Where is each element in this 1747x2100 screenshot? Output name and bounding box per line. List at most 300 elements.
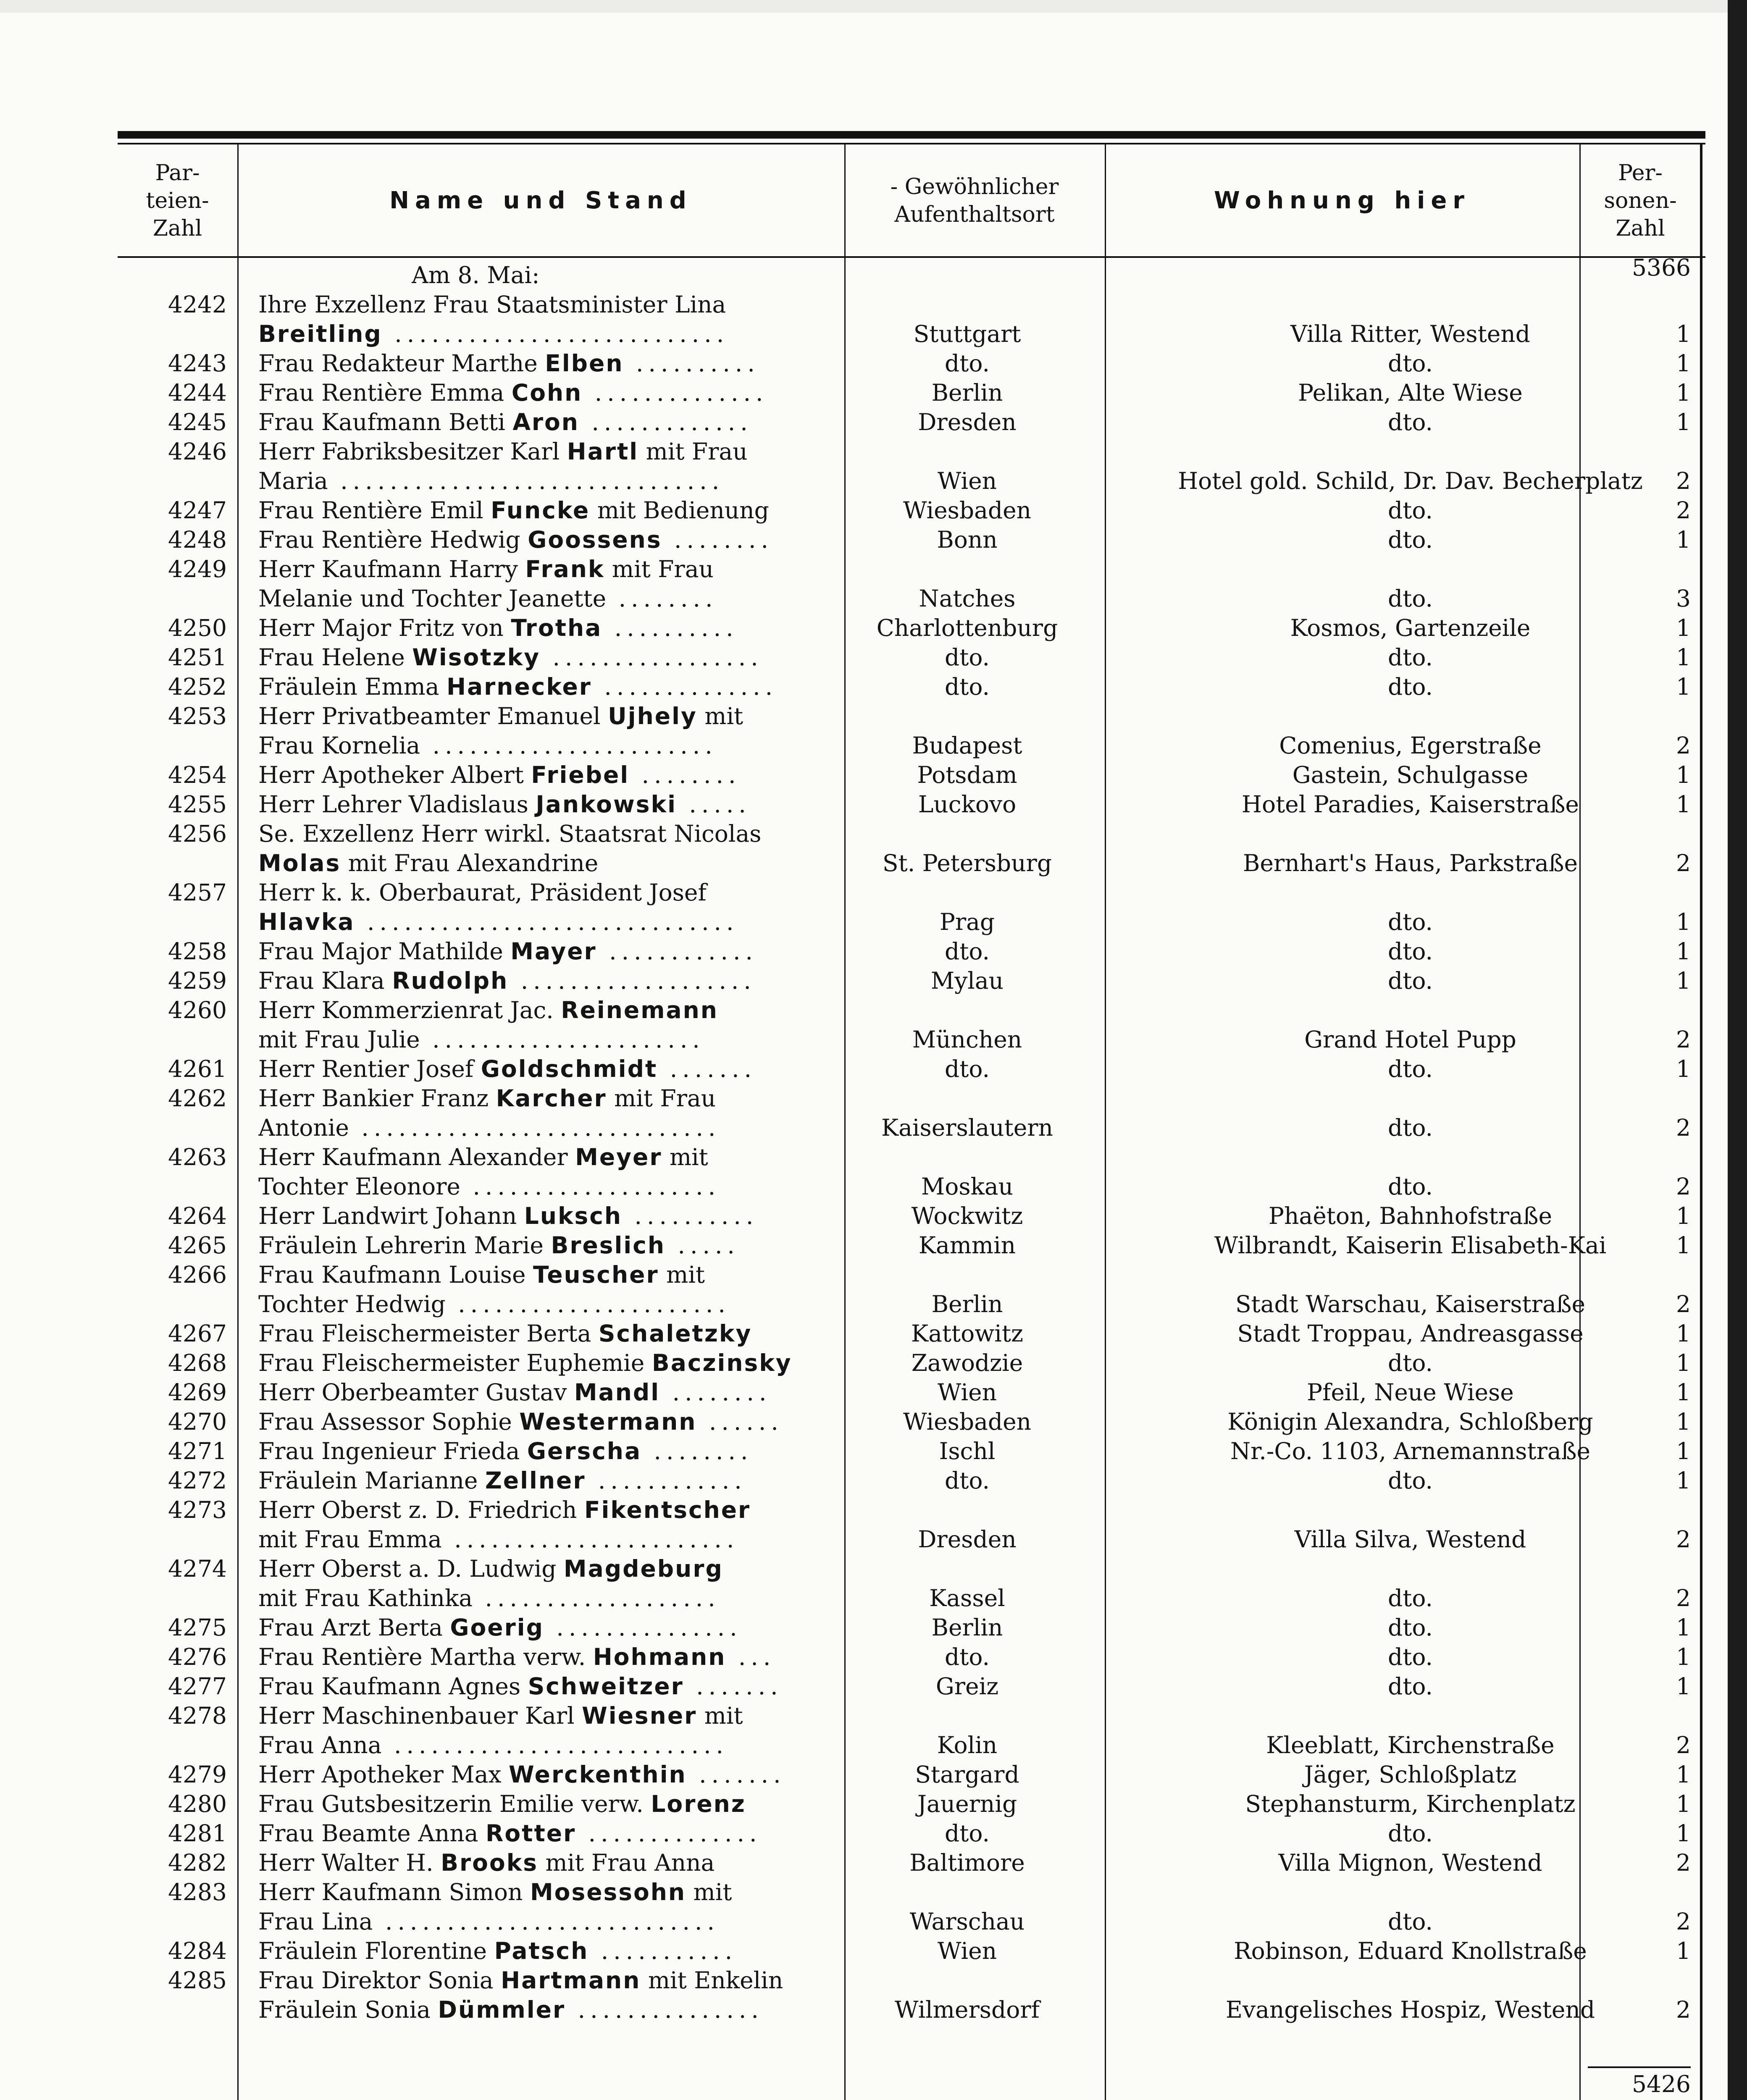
person-count: 1 [1676, 1438, 1691, 1465]
lodging-address: dto. [1388, 1467, 1433, 1494]
surname: Westermann [519, 1408, 697, 1435]
lodging-address: Pfeil, Neue Wiese [1307, 1379, 1514, 1406]
party-number: 4255 [168, 791, 227, 818]
surname: Breitling [258, 320, 382, 347]
carry-out-total: 5426 [1588, 2066, 1691, 2097]
table-row [118, 496, 1705, 525]
leader-dots: ...................... [445, 1291, 730, 1318]
party-number: 4275 [168, 1614, 227, 1641]
surname: Mandl [574, 1379, 660, 1406]
header-rule [118, 256, 1705, 258]
name-text: Herr Oberst a. D. Ludwig [258, 1555, 557, 1582]
lodging-address: Kleeblatt, Kirchenstraße [1266, 1732, 1555, 1759]
leader-dots: ........ [660, 1379, 772, 1406]
name-text: Frau Fleischermeister Euphemie [258, 1349, 645, 1376]
person-count: 1 [1676, 644, 1691, 671]
usual-residence: dto. [945, 1055, 990, 1082]
person-count: 2 [1676, 1908, 1691, 1935]
leader-dots: ........ [629, 761, 741, 788]
table-row [118, 1378, 1705, 1407]
party-number: 4276 [168, 1643, 227, 1670]
person-count: 1 [1676, 938, 1691, 965]
party-number: 4282 [168, 1849, 227, 1876]
surname: Wisotzky [412, 644, 541, 671]
name-suffix: mit Frau [612, 556, 714, 583]
table-row [118, 1907, 1705, 1936]
lodging-address: dto. [1388, 1820, 1433, 1847]
lodging-address: Stephansturm, Kirchenplatz [1245, 1790, 1576, 1817]
carry-in-total: 5366 [1632, 254, 1691, 281]
table-row [118, 1172, 1705, 1201]
leader-dots: ............. [579, 409, 753, 436]
lodging-address: Robinson, Eduard Knollstraße [1234, 1937, 1587, 1964]
table-row [118, 1760, 1705, 1789]
lodging-address: Hotel Paradies, Kaiserstraße [1242, 791, 1579, 818]
table-row [118, 760, 1705, 790]
usual-residence: Natches [919, 585, 1016, 612]
usual-residence: Dresden [918, 1526, 1017, 1553]
person-count: 1 [1676, 526, 1691, 553]
table-row [118, 819, 1705, 848]
name-and-status [258, 437, 947, 466]
name-text: Se. Exzellenz Herr wirkl. Staatsrat Nicolas [258, 820, 762, 847]
person-count: 2 [1676, 1585, 1691, 1612]
person-count: 1 [1676, 967, 1691, 994]
person-count: 2 [1676, 850, 1691, 877]
name-text: Herr Lehrer Vladislaus [258, 791, 528, 818]
party-number: 4247 [168, 497, 227, 524]
leader-dots: ....... [657, 1055, 757, 1082]
leader-dots: ....................... [420, 732, 717, 759]
leader-dots: .................... [460, 1173, 721, 1200]
lodging-address: Bernhart's Haus, Parkstraße [1243, 850, 1578, 877]
lodging-address: dto. [1388, 1614, 1433, 1641]
usual-residence: dto. [945, 1467, 990, 1494]
usual-residence: Bonn [937, 526, 998, 553]
table-row [118, 378, 1705, 407]
leader-dots: ............................. [349, 1114, 721, 1141]
table-row [118, 1642, 1705, 1672]
usual-residence: Ischl [939, 1438, 996, 1465]
surname: Patsch [494, 1937, 589, 1964]
name-suffix: mit [666, 1261, 705, 1288]
leader-dots: ..... [665, 1232, 740, 1259]
party-number: 4251 [168, 644, 227, 671]
table-row [118, 1436, 1705, 1466]
lodging-address: dto. [1388, 1585, 1433, 1612]
name-text: Frau Fleischermeister Berta [258, 1320, 591, 1347]
leader-dots: ............ [586, 1467, 747, 1494]
leader-dots: ....... [683, 1673, 783, 1700]
name-text: Herr Bankier Franz [258, 1085, 489, 1112]
name-text: Fräulein Sonia [258, 1996, 431, 2023]
name-text: Herr k. k. Oberbaurat, Präsident Josef [258, 879, 707, 906]
name-suffix: mit Frau [646, 438, 748, 465]
person-count: 2 [1676, 732, 1691, 759]
name-text: Frau Rentière Emma [258, 379, 504, 406]
surname: Friebel [531, 761, 630, 788]
table-row [118, 1407, 1705, 1436]
party-number: 4246 [168, 438, 227, 465]
name-text: Herr Maschinenbauer Karl [258, 1702, 575, 1729]
leader-dots: ........... [588, 1937, 738, 1964]
table-row [118, 407, 1705, 437]
surname: Elben [545, 350, 624, 377]
usual-residence: Zawodzie [911, 1349, 1023, 1376]
name-text: Herr Kaufmann Alexander [258, 1144, 568, 1171]
name-text: Fräulein Florentine [258, 1937, 487, 1964]
scan-border-right [1728, 0, 1747, 2100]
person-count: 1 [1676, 614, 1691, 641]
name-text: Frau Gutsbesitzerin Emilie verw. [258, 1790, 644, 1817]
party-number: 4259 [168, 967, 227, 994]
usual-residence: Wockwitz [911, 1202, 1023, 1229]
table-row [118, 1466, 1705, 1495]
name-text: Frau Klara [258, 967, 385, 994]
person-count: 1 [1676, 1379, 1691, 1406]
leader-dots: ............... [565, 1996, 764, 2023]
lodging-address: Königin Alexandra, Schloßberg [1227, 1408, 1593, 1435]
lodging-address: dto. [1388, 1673, 1433, 1700]
usual-residence: Berlin [931, 1291, 1003, 1318]
name-suffix: mit Bedienung [597, 497, 769, 524]
name-text: Frau Helene [258, 644, 405, 671]
person-count: 1 [1676, 1349, 1691, 1376]
lodging-address: Phaëton, Bahnhofstraße [1268, 1202, 1552, 1229]
usual-residence: Wien [937, 1937, 997, 1964]
name-text: Frau Arzt Berta [258, 1614, 443, 1641]
name-text: Frau Kaufmann Agnes [258, 1673, 521, 1700]
usual-residence: St. Petersburg [882, 850, 1052, 877]
date-heading-row [118, 260, 1705, 290]
table-row [118, 554, 1705, 584]
table-row [118, 349, 1705, 378]
party-number: 4266 [168, 1261, 227, 1288]
name-and-status [258, 701, 947, 731]
party-number: 4270 [168, 1408, 227, 1435]
table-row [118, 1936, 1705, 1966]
surname: Brooks [441, 1849, 539, 1876]
person-count: 1 [1676, 1408, 1691, 1435]
lodging-address: Evangelisches Hospiz, Westend [1225, 1996, 1595, 2023]
name-suffix: mit [693, 1879, 732, 1906]
lodging-address: Villa Mignon, Westend [1278, 1849, 1542, 1876]
party-number: 4260 [168, 997, 227, 1024]
surname: Wiesner [582, 1702, 697, 1729]
party-number: 4253 [168, 703, 227, 730]
person-count: 1 [1676, 1673, 1691, 1700]
lodging-address: dto. [1388, 1643, 1433, 1670]
usual-residence: dto. [945, 350, 990, 377]
surname: Schweitzer [528, 1673, 684, 1700]
lodging-address: dto. [1388, 1173, 1433, 1200]
name-suffix: mit Frau Alexandrine [348, 850, 599, 877]
party-number: 4279 [168, 1761, 227, 1788]
lodging-address: Hotel gold. Schild, Dr. Dav. Becherplatz [1178, 467, 1643, 494]
table-row [118, 466, 1705, 496]
usual-residence: Wien [937, 1379, 997, 1406]
name-text: Herr Apotheker Max [258, 1761, 502, 1788]
name-text: Herr Rentier Josef [258, 1055, 474, 1082]
leader-dots: ............................... [328, 467, 725, 494]
table-row [118, 966, 1705, 995]
party-number: 4245 [168, 409, 227, 436]
lodging-address: dto. [1388, 967, 1433, 994]
leader-dots: ... [726, 1643, 776, 1670]
usual-residence: München [912, 1026, 1022, 1053]
leader-dots: ................... [473, 1585, 720, 1612]
name-text: Herr Oberbeamter Gustav [258, 1379, 567, 1406]
party-number: 4250 [168, 614, 227, 641]
person-count: 1 [1676, 1820, 1691, 1847]
party-number: 4264 [168, 1202, 227, 1229]
person-count: 2 [1676, 1173, 1691, 1200]
person-count: 1 [1676, 350, 1691, 377]
usual-residence: Berlin [931, 1614, 1003, 1641]
usual-residence: Kattowitz [911, 1320, 1023, 1347]
person-count: 1 [1676, 409, 1691, 436]
surname: Hartl [567, 438, 639, 465]
usual-residence: Luckovo [918, 791, 1017, 818]
name-text: Herr Major Fritz von [258, 614, 504, 641]
name-suffix: mit [669, 1144, 708, 1171]
table-row [118, 1730, 1705, 1760]
lodging-address: dto. [1388, 409, 1433, 436]
name-and-status [258, 1966, 947, 1995]
party-number: 4257 [168, 879, 227, 906]
name-suffix: mit Frau [614, 1085, 716, 1112]
lodging-address: Villa Ritter, Westend [1290, 320, 1530, 347]
party-number: 4254 [168, 761, 227, 788]
party-number: 4243 [168, 350, 227, 377]
surname: Frank [525, 556, 605, 583]
name-and-status [258, 1554, 947, 1583]
name-text: Melanie und Tochter Jeanette [258, 585, 607, 612]
name-text: Frau Assessor Sophie [258, 1408, 512, 1435]
party-number: 4261 [168, 1055, 227, 1082]
name-and-status [258, 1495, 947, 1525]
usual-residence: Wiesbaden [903, 497, 1032, 524]
table-row [118, 1583, 1705, 1613]
table-row [118, 701, 1705, 731]
table-row [118, 1231, 1705, 1260]
party-number: 4256 [168, 820, 227, 847]
leader-dots: .............................. [355, 908, 739, 935]
lodging-address: Wilbrandt, Kaiserin Elisabeth-Kai [1214, 1232, 1607, 1259]
person-count: 1 [1676, 320, 1691, 347]
surname: Molas [258, 850, 341, 877]
name-text: Frau Rentière Martha verw. [258, 1643, 586, 1670]
name-text: Ihre Exzellenz Frau Staatsminister Lina [258, 291, 726, 318]
surname: Rotter [486, 1820, 576, 1847]
table-row [118, 1672, 1705, 1701]
usual-residence: dto. [945, 1643, 990, 1670]
usual-residence: Baltimore [909, 1849, 1025, 1876]
table-row [118, 1084, 1705, 1113]
top-rule [118, 131, 1705, 139]
person-count: 2 [1676, 1849, 1691, 1876]
name-text: Herr Kommerzienrat Jac. [258, 997, 554, 1024]
surname: Ujhely [608, 703, 697, 730]
top-rule-thin [118, 143, 1705, 144]
party-number: 4272 [168, 1467, 227, 1494]
table-row [118, 437, 1705, 466]
person-count: 2 [1676, 467, 1691, 494]
table-row [118, 643, 1705, 672]
party-number: 4283 [168, 1879, 227, 1906]
header-party-number: Par- teien- Zahl [146, 160, 209, 241]
usual-residence: Greiz [935, 1673, 999, 1700]
name-suffix: mit [704, 1702, 743, 1729]
person-count: 1 [1676, 1320, 1691, 1347]
table-row [118, 937, 1705, 966]
party-number: 4249 [168, 556, 227, 583]
name-and-status [258, 1142, 947, 1172]
usual-residence: Warschau [909, 1908, 1025, 1935]
name-and-status [258, 1701, 947, 1730]
name-text: Frau Rentière Emil [258, 497, 483, 524]
surname: Werckenthin [508, 1761, 687, 1788]
leader-dots: ........ [641, 1438, 753, 1465]
table-row [118, 584, 1705, 613]
table-row [118, 1260, 1705, 1289]
lodging-address: dto. [1388, 673, 1433, 700]
name-and-status [258, 1877, 947, 1907]
surname: Baczinsky [652, 1349, 792, 1376]
leader-dots: ........................... [373, 1908, 720, 1935]
name-text: Frau Direktor Sonia [258, 1967, 494, 1994]
lodging-address: dto. [1388, 938, 1433, 965]
person-count: 1 [1676, 1232, 1691, 1259]
name-text: Herr Privatbeamter Emanuel [258, 703, 601, 730]
person-count: 2 [1676, 1732, 1691, 1759]
table-row [118, 1319, 1705, 1348]
lodging-address: Jäger, Schloßplatz [1304, 1761, 1517, 1788]
table-row [118, 1054, 1705, 1084]
table-row [118, 290, 1705, 319]
surname: Aron [512, 409, 579, 436]
header-person-count: Per- sonen- Zahl [1604, 160, 1677, 241]
table-row [118, 1025, 1705, 1054]
person-count: 1 [1676, 908, 1691, 935]
name-and-status [258, 554, 947, 584]
usual-residence: Kassel [929, 1585, 1005, 1612]
leader-dots: .......... [622, 1202, 759, 1229]
person-count: 2 [1676, 1114, 1691, 1141]
party-number: 4271 [168, 1438, 227, 1465]
surname: Goldschmidt [481, 1055, 658, 1082]
surname: Breslich [551, 1232, 666, 1259]
table-row [118, 319, 1705, 349]
surname: Mayer [510, 938, 597, 965]
party-number: 4285 [168, 1967, 227, 1994]
name-text: Herr Oberst z. D. Friedrich [258, 1496, 577, 1523]
surname: Lorenz [651, 1790, 746, 1817]
person-count: 1 [1676, 1467, 1691, 1494]
leader-dots: ........................... [381, 1732, 729, 1759]
table-row [118, 1966, 1705, 1995]
usual-residence: Kammin [918, 1232, 1016, 1259]
lodging-address: Stadt Troppau, Andreasgasse [1237, 1320, 1584, 1347]
name-and-status [258, 995, 947, 1025]
person-count: 1 [1676, 1643, 1691, 1670]
usual-residence: Wilmersdorf [895, 1996, 1040, 2023]
lodging-address: dto. [1388, 908, 1433, 935]
table-row [118, 1142, 1705, 1172]
leader-dots: .......... [623, 350, 760, 377]
table-row [118, 1789, 1705, 1819]
surname: Trotha [511, 614, 602, 641]
table-row [118, 848, 1705, 878]
usual-residence: Prag [939, 908, 995, 935]
entries-list [118, 260, 1705, 2024]
lodging-address: dto. [1388, 1349, 1433, 1376]
leader-dots: ........................... [382, 320, 729, 347]
party-number: 4258 [168, 938, 227, 965]
usual-residence: Charlottenburg [876, 614, 1058, 641]
name-text: Frau Rentière Hedwig [258, 526, 520, 553]
name-text: Frau Anna [258, 1732, 382, 1759]
lodging-address: Stadt Warschau, Kaiserstraße [1235, 1291, 1586, 1318]
leader-dots: .......... [602, 614, 738, 641]
usual-residence: Potsdam [917, 761, 1017, 788]
name-text: Frau Ingenieur Frieda [258, 1438, 520, 1465]
name-text: Frau Redakteur Marthe [258, 350, 538, 377]
leader-dots: ................. [540, 644, 763, 671]
leader-dots: ..... [676, 791, 751, 818]
name-text: Fräulein Marianne [258, 1467, 478, 1494]
name-text: Fräulein Emma [258, 673, 439, 700]
leader-dots: ............... [544, 1614, 742, 1641]
lodging-address: dto. [1388, 1114, 1433, 1141]
table-row [118, 1113, 1705, 1142]
surname: Meyer [575, 1144, 662, 1171]
surname: Hohmann [593, 1643, 726, 1670]
person-count: 1 [1676, 1202, 1691, 1229]
leader-dots: ....... [686, 1761, 786, 1788]
surname: Hlavka [258, 908, 355, 935]
surname: Reinemann [561, 997, 718, 1024]
surname: Magdeburg [563, 1555, 723, 1582]
leader-dots: ....................... [441, 1526, 739, 1553]
usual-residence: Moskau [921, 1173, 1014, 1200]
surname: Rudolph [392, 967, 509, 994]
lodging-address: dto. [1388, 644, 1433, 671]
surname: Schaletzky [598, 1320, 752, 1347]
leader-dots: ............ [596, 938, 758, 965]
table-row [118, 672, 1705, 701]
name-text: Frau Major Mathilde [258, 938, 503, 965]
lodging-address: dto. [1388, 1908, 1433, 1935]
party-number: 4269 [168, 1379, 227, 1406]
usual-residence: dto. [945, 938, 990, 965]
surname: Goerig [450, 1614, 544, 1641]
table-row [118, 1995, 1705, 2024]
person-count: 2 [1676, 497, 1691, 524]
surname: Goossens [528, 526, 662, 553]
name-text: Frau Lina [258, 1908, 373, 1935]
party-number: 4277 [168, 1673, 227, 1700]
party-number: 4281 [168, 1820, 227, 1847]
lodging-address: dto. [1388, 497, 1433, 524]
name-suffix: mit [704, 703, 743, 730]
date-heading: Am 8. Mai: [412, 262, 540, 289]
table-row [118, 878, 1705, 907]
party-number: 4280 [168, 1790, 227, 1817]
person-count: 1 [1676, 1055, 1691, 1082]
leader-dots: ................... [508, 967, 756, 994]
person-count: 2 [1676, 1526, 1691, 1553]
